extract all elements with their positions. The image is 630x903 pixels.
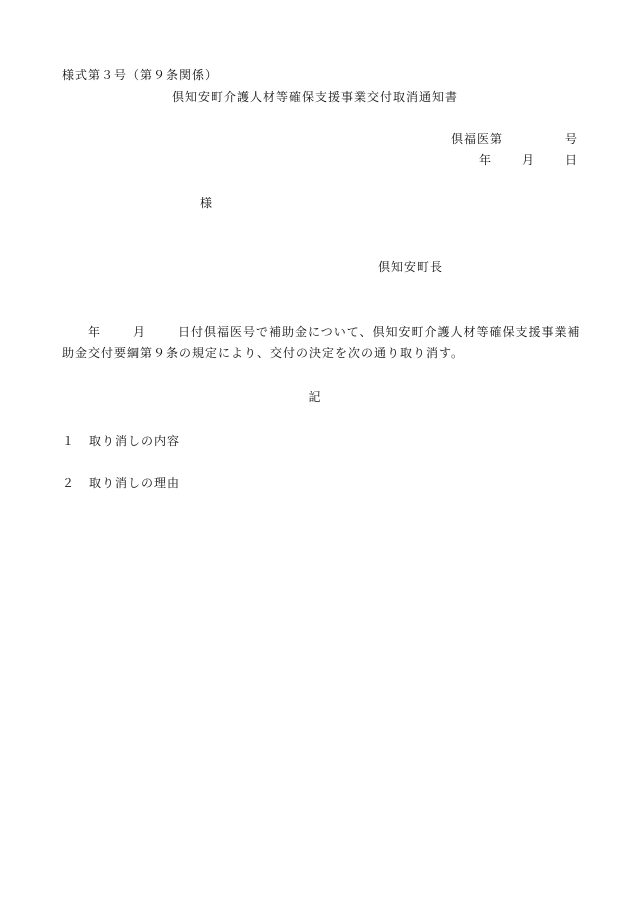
item-number: ２ [62,476,76,490]
body-text: 日付倶福医号で補助金について、倶知安町介護人材等確保支援事業補助金交付要綱第９条の規定により、交付の決定を次の通り取り消す。 [62,325,581,360]
note-heading: 記 [308,390,322,404]
reference-number [451,131,578,147]
document-title: 倶知安町介護人材等確保支援事業交付取消通知書 [171,90,458,104]
body-paragraph [62,322,582,364]
item-label: 取り消しの内容 [89,434,181,448]
item-label: 取り消しの理由 [89,476,181,490]
date-day: 日 [564,153,578,167]
form-number: 様式第３号（第９条関係） [62,68,219,82]
reference-prefix: 倶福医第 [450,132,503,146]
item-number: １ [62,434,76,448]
body-month: 月 [133,325,147,339]
issue-date [479,152,578,168]
recipient-honorific: 様 [200,196,214,210]
issuer-name: 倶知安町長 [378,260,444,274]
reference-suffix: 号 [564,132,578,146]
date-year: 年 [478,153,492,167]
list-item [62,475,180,491]
list-item [62,433,180,449]
body-year: 年 [88,325,102,339]
date-month: 月 [521,153,535,167]
